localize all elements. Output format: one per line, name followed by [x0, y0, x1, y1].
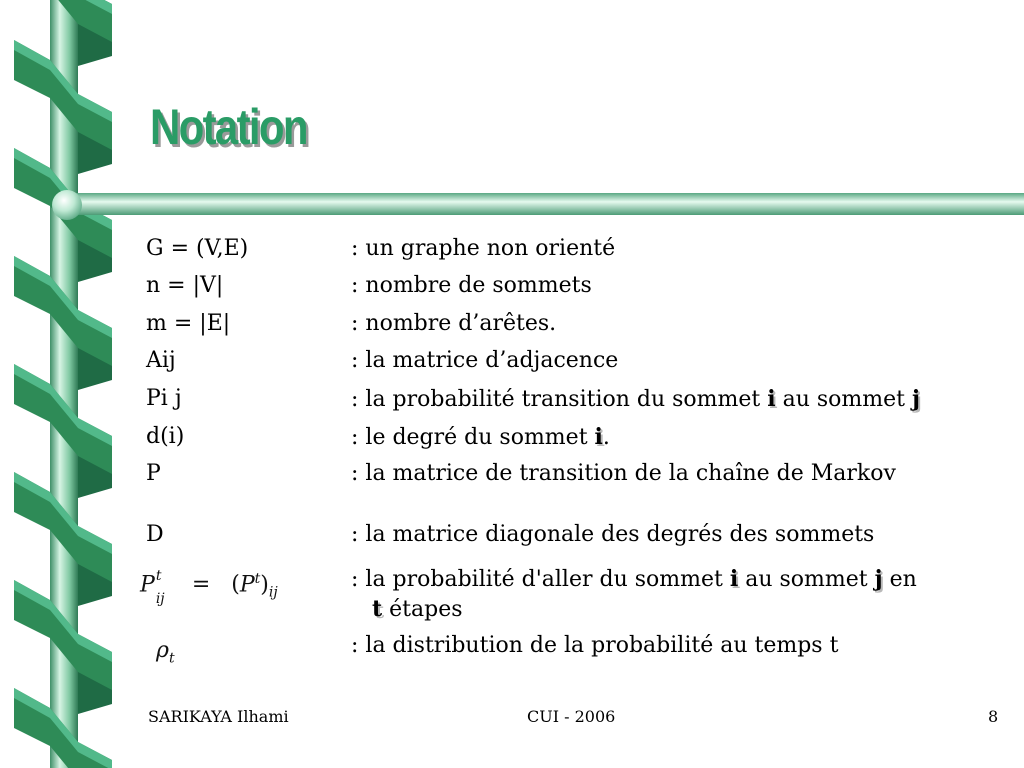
formula-p-ij-t: P t ij = $(P^t)_{ij}$	[140, 568, 278, 608]
pt-def1-text-2: au sommet	[738, 567, 875, 592]
formula-p-definition-line1	[351, 566, 917, 593]
definition-text-0: : la matrice de transition de la chaîne de Markov	[351, 461, 896, 486]
definition-text-2: au sommet	[775, 387, 912, 412]
definition-text-0: : la matrice diagonale des degrés des sommets	[351, 522, 875, 547]
definition-text-0: : la matrice d’adjacence	[351, 348, 619, 373]
notation-definition	[351, 461, 896, 487]
notation-term: Pi j	[146, 386, 182, 411]
definition-text-0: : un graphe non orienté	[351, 236, 616, 261]
pt-def1-bold-3: j	[874, 566, 883, 592]
definition-bold-1: i	[594, 424, 603, 450]
definition-text-0: : nombre d’arêtes.	[351, 311, 557, 336]
notation-definition	[351, 311, 556, 337]
definition-text-0: : le degré du sommet	[351, 425, 595, 450]
notation-definition	[351, 424, 610, 451]
notation-term: d(i)	[146, 424, 185, 449]
notation-term: m = |E|	[146, 311, 231, 336]
pt-def1-bold-1: i	[729, 566, 739, 592]
footer-author: SARIKAYA Ilhami	[148, 707, 289, 726]
notation-definition	[351, 236, 615, 262]
rule-knob	[52, 190, 82, 220]
notation-definition	[351, 348, 618, 374]
footer-page-number: 8	[988, 707, 999, 726]
definition-bold-3: j	[912, 386, 920, 412]
formula-rho-t: $\rho_t$	[156, 638, 175, 667]
definition-text-0: : la probabilité transition du sommet	[351, 387, 768, 412]
pt-def2-bold-0: t	[372, 596, 383, 622]
definition-text-0: : nombre de sommets	[351, 273, 592, 298]
notation-term: G = (V,E)	[146, 236, 249, 261]
formula-rho-definition: : la distribution de la probabilité au temps t	[351, 633, 839, 658]
slide-title: Notation	[150, 99, 307, 155]
definition-bold-1: i	[767, 386, 776, 412]
notation-definition	[351, 522, 874, 548]
pt-def2-text-1: étapes	[382, 597, 463, 622]
pt-def1-text-0: : la probabilité d'aller du sommet	[351, 567, 730, 592]
pt-def1-text-4: en	[882, 567, 917, 592]
footer-center: CUI - 2006	[527, 707, 616, 726]
definition-text-2: .	[602, 425, 610, 450]
notation-term: Aij	[146, 348, 176, 373]
formula-p-definition-line2	[372, 596, 463, 623]
notation-definition	[351, 273, 592, 299]
notation-term: n = |V|	[146, 273, 224, 298]
notation-term: P	[146, 461, 161, 486]
notation-definition	[351, 386, 920, 413]
horizontal-rule	[66, 193, 1024, 215]
notation-term: D	[146, 522, 164, 547]
